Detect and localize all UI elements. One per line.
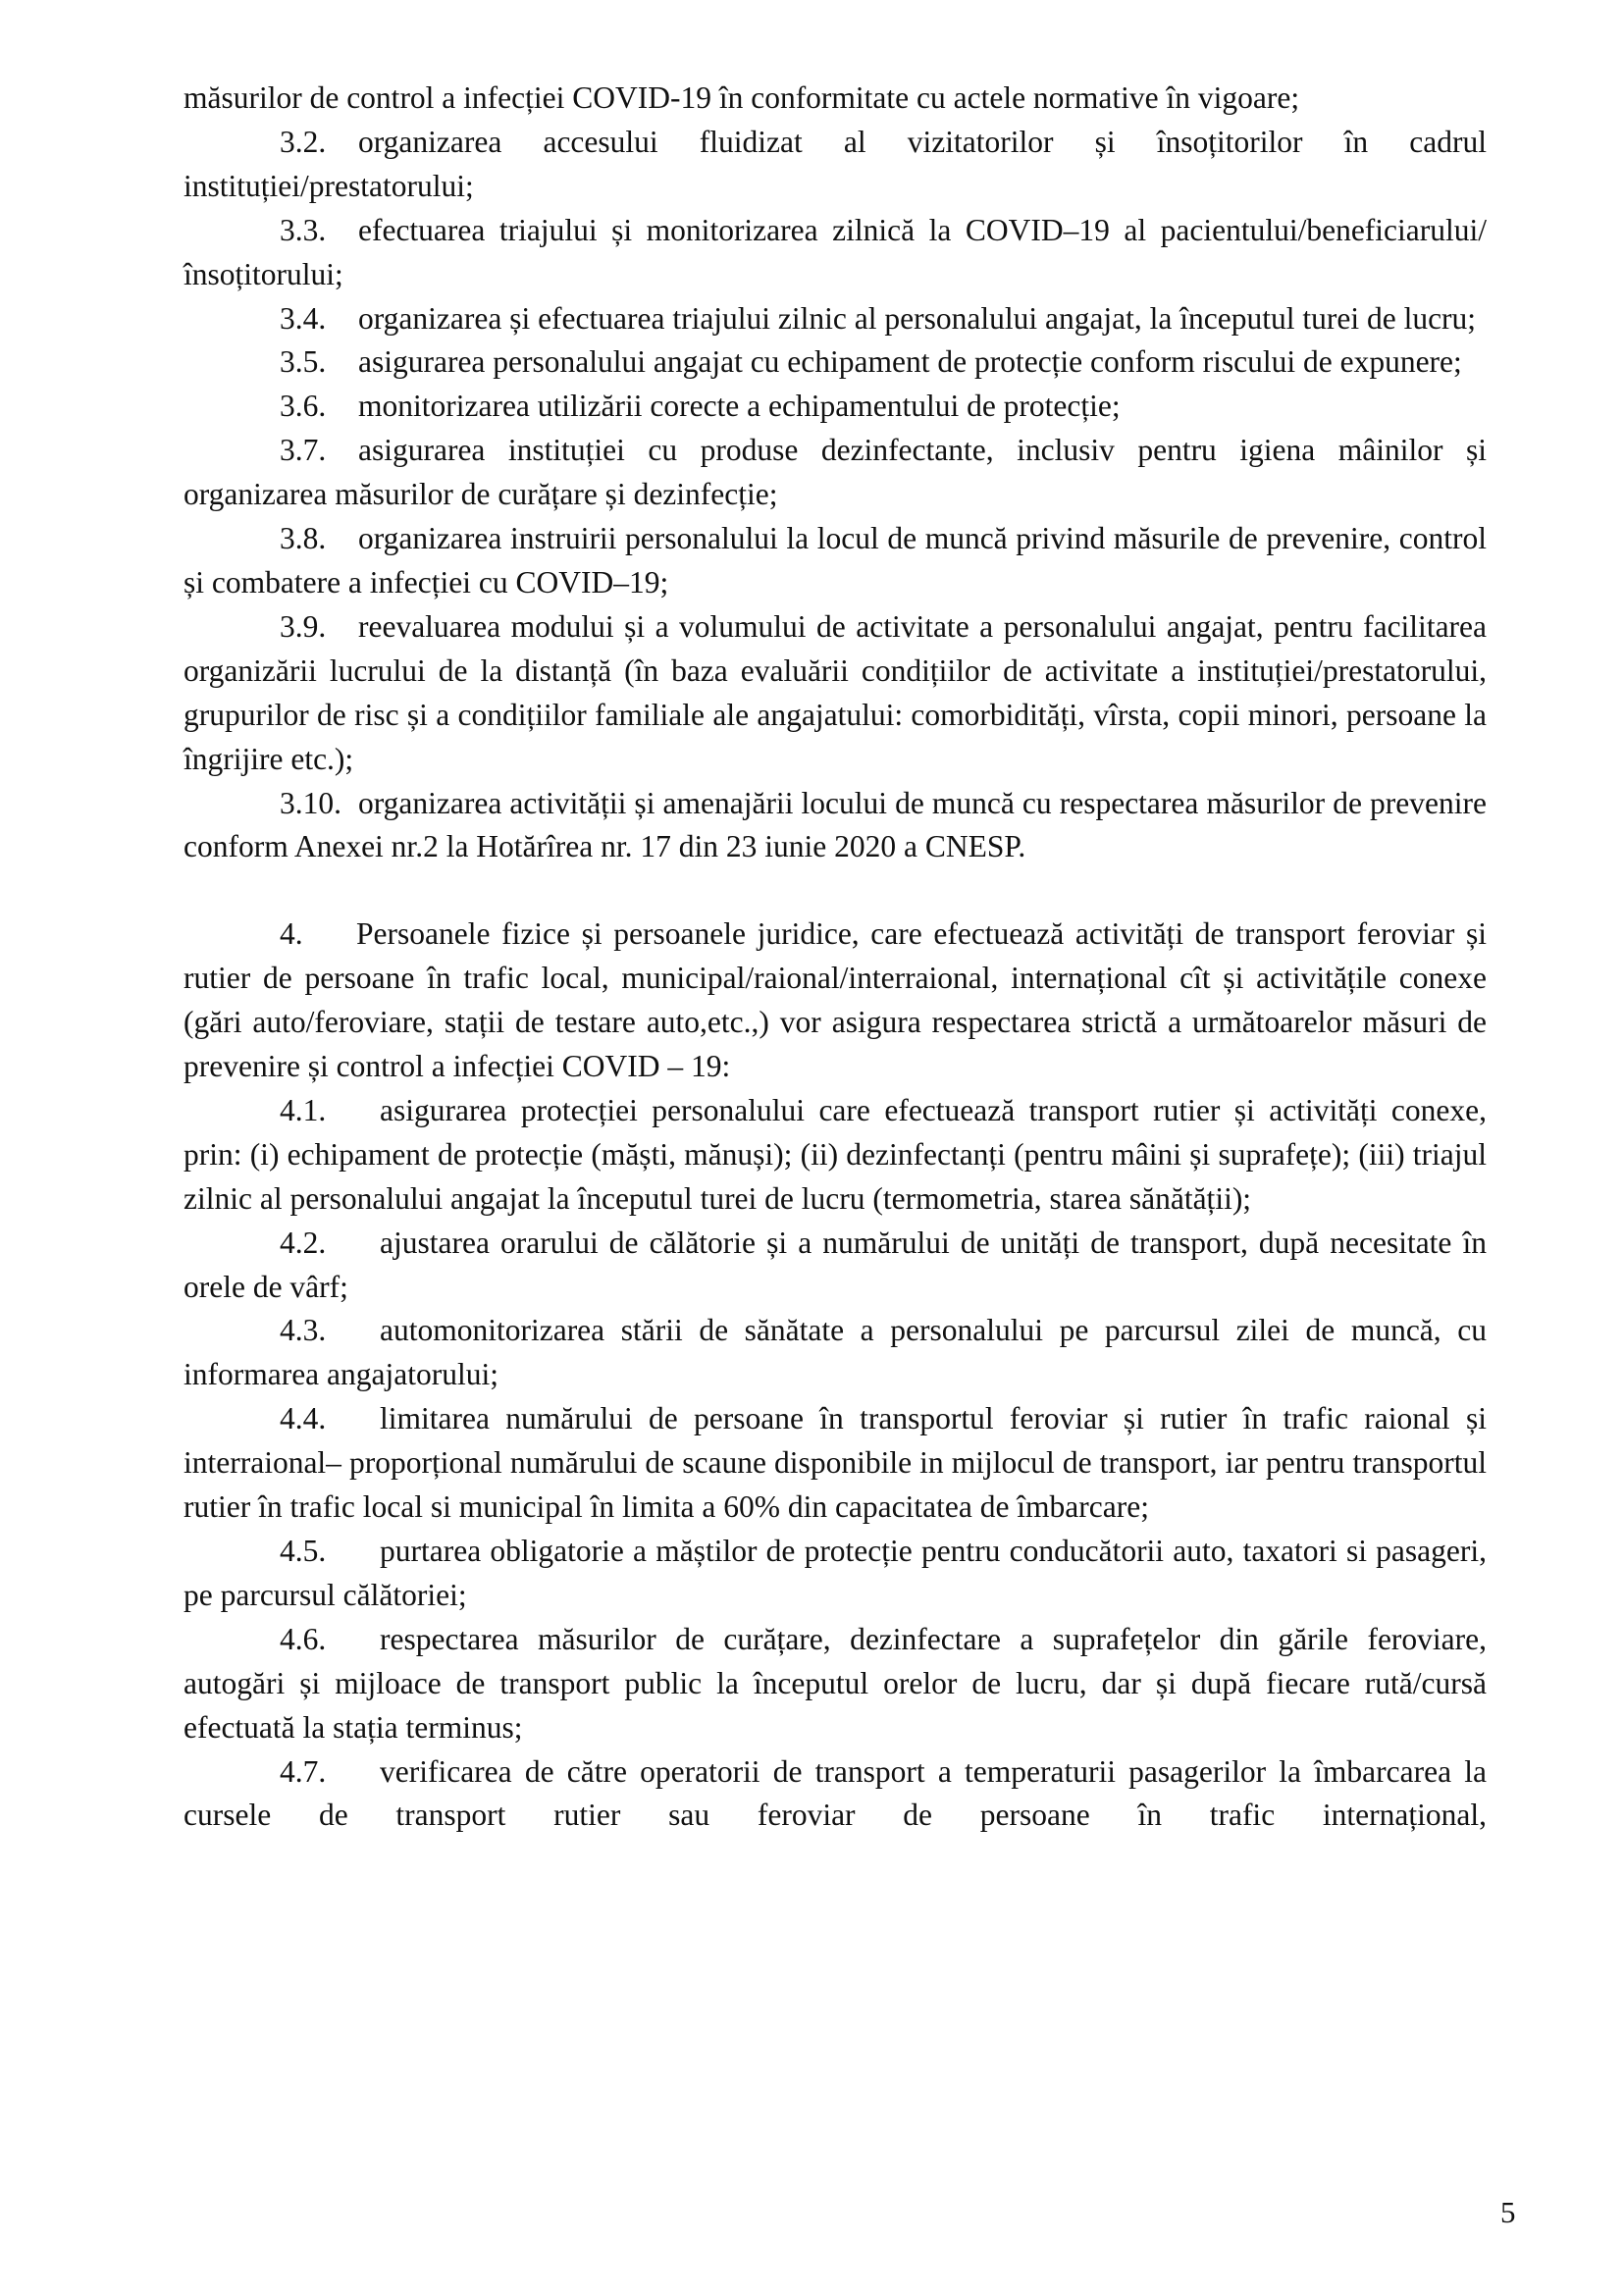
list-item-3-2 (183, 121, 1487, 209)
section-4-heading-paragraph (183, 913, 1487, 1089)
page-number: 5 (1500, 2195, 1516, 2229)
list-item-4-2 (183, 1222, 1487, 1310)
list-item-3-5 (183, 340, 1487, 385)
item-text: verificarea de către operatorii de transport a temperaturii pasagerilor la îmbarcarea la cursele de transport rutier sau feroviar de persoane în trafic internațional, (183, 1753, 1487, 1833)
list-item-3-10 (183, 782, 1487, 870)
list-item-4-4 (183, 1397, 1487, 1530)
item-text: organizarea accesului fluidizat al vizitatorilor și însoțitorilor în cadrul instituției/prestatorului; (183, 124, 1487, 203)
item-number: 3.7. (280, 433, 327, 468)
item-text: organizarea și efectuarea triajului zilnic al personalului angajat, la începutul turei de lucru; (358, 300, 1477, 336)
item-number: 4.1. (280, 1092, 327, 1127)
item-text: asigurarea protecției personalului care efectuează transport rutier și activități conexe, prin: (i) echipament de protecție (măști, mănuși); (ii) dezinfectanți (pentru mâini și suprafețe); (iii) triajul zilnic al personalului angajat la începutul turei de lucru (termometria, starea sănătății); (183, 1092, 1487, 1216)
list-item-4-1 (183, 1089, 1487, 1222)
item-number: 3.2. (280, 124, 327, 159)
document-page (183, 77, 1487, 1838)
item-number: 3.8. (280, 521, 327, 556)
continuation-paragraph: măsurilor de control a infecției COVID-19 în conformitate cu actele normative în vigoare; (183, 80, 1300, 115)
item-number: 3.5. (280, 344, 327, 380)
item-number: 3.9. (280, 608, 327, 644)
list-item-3-3 (183, 209, 1487, 297)
list-item-4-6 (183, 1618, 1487, 1750)
item-text: asigurarea instituției cu produse dezinfectante, inclusiv pentru igiena mâinilor și organizarea măsurilor de curățare și dezinfecție; (183, 433, 1487, 512)
item-number: 4.5. (280, 1534, 327, 1568)
section-number: 4. (280, 916, 303, 952)
list-item-4-3 (183, 1309, 1487, 1397)
section-3-list (183, 121, 1487, 869)
section-4-list (183, 1089, 1487, 1838)
item-number: 4.3. (280, 1313, 327, 1348)
item-number: 4.6. (280, 1621, 327, 1656)
item-number: 4.2. (280, 1225, 327, 1260)
list-item-3-9 (183, 605, 1487, 782)
item-text: asigurarea personalului angajat cu echipament de protecție conform riscului de expunere; (358, 344, 1462, 380)
item-text: organizarea activității și amenajării locului de muncă cu respectarea măsurilor de prevenire conform Anexei nr.2 la Hotărîrea nr. 17 din 23 iunie 2020 a CNESP. (183, 785, 1487, 864)
item-text: automonitorizarea stării de sănătate a personalului pe parcursul zilei de muncă, cu informarea angajatorului; (183, 1313, 1487, 1392)
item-text: respectarea măsurilor de curățare, dezinfectare a suprafețelor din gările feroviare, autogări și mijloace de transport public la începutul orelor de lucru, dar și după fiecare rută/cursă efectuată la stația terminus; (183, 1621, 1487, 1745)
item-number: 3.10. (280, 785, 341, 820)
list-item-3-6 (183, 385, 1487, 429)
item-text: reevaluarea modului și a volumului de activitate a personalului angajat, pentru facilitarea organizării lucrului de la distanță (în baza evaluării condițiilor de activitate a instituției/prestatorului, grupurilor de risc și a condițiilor familiale ale angajatului: comorbidități, vîrsta, copii minori, persoane la îngrijire etc.); (183, 608, 1487, 776)
item-number: 4.7. (280, 1753, 327, 1789)
section-text: Persoanele fizice și persoanele juridice, care efectuează activități de transport feroviar și rutier de persoane în trafic local, municipal/raional/interraional, internațional cît și activitățile conexe (gări auto/feroviare, stații de testare auto,etc.,) vor asigura respectarea strictă a următoarelor măsuri de prevenire și control a infecției COVID – 19: (183, 916, 1487, 1084)
item-text: ajustarea orarului de călătorie și a numărului de unități de transport, după necesitate în orele de vârf; (183, 1225, 1487, 1304)
list-item-3-4 (183, 297, 1487, 341)
item-number: 3.4. (280, 300, 327, 336)
item-text: efectuarea triajului și monitorizarea zilnică la COVID–19 al pacientului/beneficiarului/însoțitorului; (183, 212, 1487, 291)
list-item-4-5 (183, 1530, 1487, 1618)
list-item-4-7 (183, 1750, 1487, 1839)
item-number: 4.4. (280, 1401, 327, 1436)
item-number: 3.6. (280, 389, 327, 424)
item-text: purtarea obligatorie a măștilor de protecție pentru conducătorii auto, taxatori si pasageri, pe parcursul călătoriei; (183, 1534, 1487, 1612)
item-text: monitorizarea utilizării corecte a echipamentului de protecție; (358, 389, 1121, 424)
list-item-3-8 (183, 517, 1487, 605)
list-item-3-7 (183, 429, 1487, 517)
item-number: 3.3. (280, 212, 327, 247)
item-text: limitarea numărului de persoane în transportul feroviar și rutier în trafic raional și interraional– proporțional numărului de scaune disponibile in mijlocul de transport, iar pentru transportul rutier în trafic local si municipal în limita a 60% din capacitatea de îmbarcare; (183, 1401, 1487, 1525)
paragraph-spacer (183, 869, 1487, 913)
item-text: organizarea instruirii personalului la locul de muncă privind măsurile de prevenire, control și combatere a infecției cu COVID–19; (183, 521, 1487, 600)
